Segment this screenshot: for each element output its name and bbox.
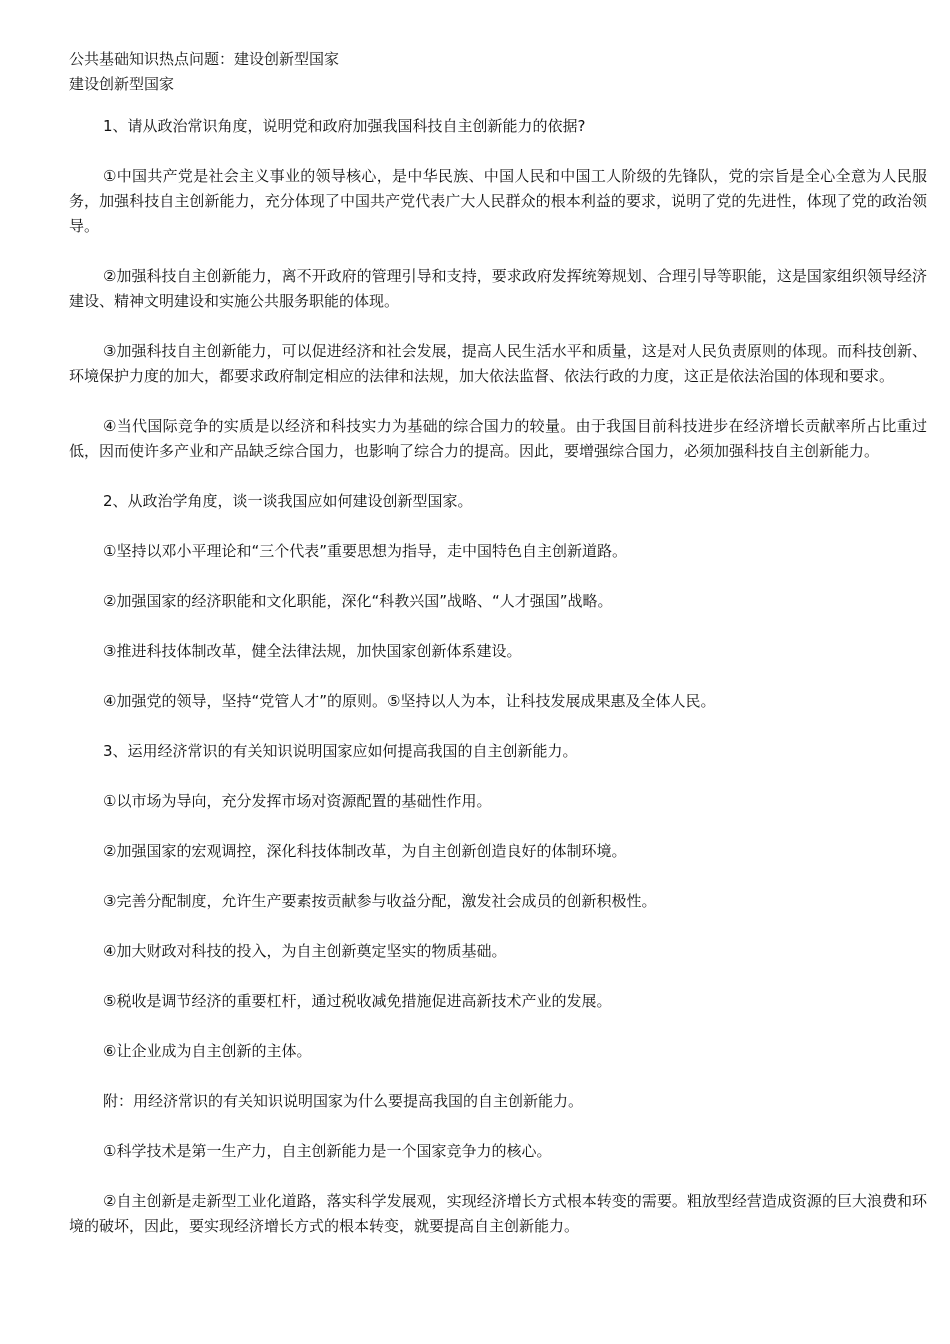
answer-3-point-4: ④加大财政对科技的投入，为自主创新奠定坚实的物质基础。 bbox=[103, 942, 507, 960]
document-title: 公共基础知识热点问题：建设创新型国家 bbox=[69, 50, 340, 68]
answer-2-point-4-5: ④加强党的领导，坚持“党管人才”的原则。⑤坚持以人为本，让科技发展成果惠及全体人民。 bbox=[103, 692, 716, 710]
question-2: 2、从政治学角度，谈一谈我国应如何建设创新型国家。 bbox=[103, 492, 473, 510]
answer-2-point-1: ①坚持以邓小平理论和“三个代表”重要思想为指导，走中国特色自主创新道路。 bbox=[103, 542, 627, 560]
answer-3-point-1: ①以市场为导向，充分发挥市场对资源配置的基础性作用。 bbox=[103, 792, 492, 810]
answer-2-point-3: ③推进科技体制改革，健全法律法规，加快国家创新体系建设。 bbox=[103, 642, 522, 660]
answer-1-point-3: ③加强科技自主创新能力，可以促进经济和社会发展，提高人民生活水平和质量，这是对人民负责原则的体现。而科技创新、环境保护力度的加大，都要求政府制定相应的法律和法规，加大依法监督、依法行政的力度，这正是依法治国的体现和要求。 bbox=[69, 342, 927, 385]
question-3: 3、运用经济常识的有关知识说明国家应如何提高我国的自主创新能力。 bbox=[103, 742, 578, 760]
document-page bbox=[69, 47, 927, 1239]
answer-3-point-3: ③完善分配制度，允许生产要素按贡献参与收益分配，激发社会成员的创新积极性。 bbox=[103, 892, 657, 910]
answer-3-point-6: ⑥让企业成为自主创新的主体。 bbox=[103, 1042, 312, 1060]
answer-1-point-2: ②加强科技自主创新能力，离不开政府的管理引导和支持，要求政府发挥统筹规划、合理引导等职能，这是国家组织领导经济建设、精神文明建设和实施公共服务职能的体现。 bbox=[69, 267, 927, 310]
document-subtitle: 建设创新型国家 bbox=[69, 75, 175, 93]
appendix-point-2: ②自主创新是走新型工业化道路，落实科学发展观，实现经济增长方式根本转变的需要。粗放型经营造成资源的巨大浪费和环境的破坏，因此，要实现经济增长方式的根本转变，就要提高自主创新能力。 bbox=[69, 1192, 927, 1235]
appendix-point-1: ①科学技术是第一生产力，自主创新能力是一个国家竞争力的核心。 bbox=[103, 1142, 552, 1160]
answer-3-point-5: ⑤税收是调节经济的重要杠杆，通过税收减免措施促进高新技术产业的发展。 bbox=[103, 992, 612, 1010]
answer-3-point-2: ②加强国家的宏观调控，深化科技体制改革，为自主创新创造良好的体制环境。 bbox=[103, 842, 627, 860]
appendix-question: 附：用经济常识的有关知识说明国家为什么要提高我国的自主创新能力。 bbox=[103, 1092, 584, 1110]
question-1: 1、请从政治常识角度，说明党和政府加强我国科技自主创新能力的依据? bbox=[103, 117, 586, 135]
answer-2-point-2: ②加强国家的经济职能和文化职能，深化“科教兴国”战略、“人才强国”战略。 bbox=[103, 592, 613, 610]
answer-1-point-1: ①中国共产党是社会主义事业的领导核心，是中华民族、中国人民和中国工人阶级的先锋队，党的宗旨是全心全意为人民服务，加强科技自主创新能力，充分体现了中国共产党代表广大人民群众的根本利益的要求，说明了党的先进性，体现了党的政治领导。 bbox=[69, 167, 927, 235]
answer-1-point-4: ④当代国际竞争的实质是以经济和科技实力为基础的综合国力的较量。由于我国目前科技进步在经济增长贡献率所占比重过低，因而使许多产业和产品缺乏综合国力，也影响了综合力的提高。因此，要增强综合国力，必须加强科技自主创新能力。 bbox=[69, 417, 927, 460]
